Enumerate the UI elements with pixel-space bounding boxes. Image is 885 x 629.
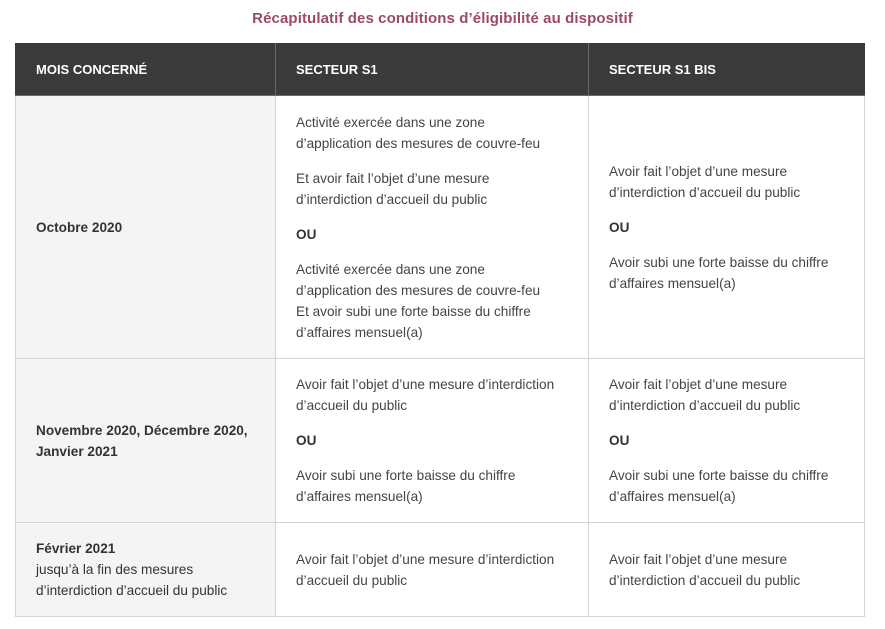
condition-text: Avoir fait l’objet d’une mesure d’interdiction d’accueil du public	[609, 551, 801, 588]
table-row	[16, 359, 865, 523]
column-header-month: MOIS CONCERNÉ	[16, 44, 276, 96]
table-row	[16, 523, 865, 617]
condition-text: Avoir fait l’objet d’une mesure d’interdiction d’accueil du public	[296, 551, 555, 588]
condition-text: Activité exercée dans une zone d’application des mesures de couvre-feu	[296, 114, 541, 151]
table-header-row	[16, 44, 865, 96]
column-header-s1: SECTEUR S1	[276, 44, 589, 96]
condition-text: Avoir fait l’objet d’une mesure d’interdiction d’accueil du public	[609, 163, 801, 200]
month-label: Octobre 2020	[36, 219, 123, 235]
condition-text: Avoir fait l’objet d’une mesure d’interdiction d’accueil du public	[609, 377, 801, 413]
s1-cell	[276, 96, 589, 359]
or-label: OU	[609, 219, 630, 235]
or-label: OU	[296, 226, 317, 242]
month-sublabel: jusqu’à la fin des mesures d’interdiction d’accueil du public	[36, 562, 228, 598]
or-label: OU	[296, 433, 317, 448]
table-row	[16, 96, 865, 359]
month-label: Novembre 2020, Décembre 2020, Janvier 2021	[36, 422, 248, 459]
condition-text: Activité exercée dans une zone d’application des mesures de couvre-feu	[296, 261, 541, 298]
s1-cell	[276, 523, 589, 617]
s1-cell	[276, 359, 589, 523]
or-label: OU	[609, 433, 630, 448]
condition-text: Avoir subi une forte baisse du chiffre d’affaires mensuel(a)	[609, 468, 829, 504]
s1bis-cell	[589, 523, 865, 617]
page-title: Récapitulatif des conditions d’éligibilité au dispositif	[252, 10, 633, 27]
column-header-s1bis: SECTEUR S1 BIS	[589, 44, 865, 96]
eligibility-table	[15, 43, 865, 617]
condition-text: Et avoir subi une forte baisse du chiffre d’affaires mensuel(a)	[296, 303, 531, 340]
condition-text: Et avoir fait l’objet d’une mesure d’interdiction d’accueil du public	[296, 170, 490, 207]
s1bis-cell	[589, 359, 865, 523]
condition-text: Avoir subi une forte baisse du chiffre d’affaires mensuel(a)	[609, 254, 829, 291]
month-cell	[16, 96, 276, 359]
month-cell	[16, 359, 276, 523]
s1bis-cell	[589, 96, 865, 359]
month-cell	[16, 523, 276, 617]
month-label: Février 2021	[36, 541, 116, 556]
condition-text: Avoir fait l’objet d’une mesure d’interdiction d’accueil du public	[296, 377, 555, 413]
condition-text: Avoir subi une forte baisse du chiffre d’affaires mensuel(a)	[296, 468, 516, 504]
